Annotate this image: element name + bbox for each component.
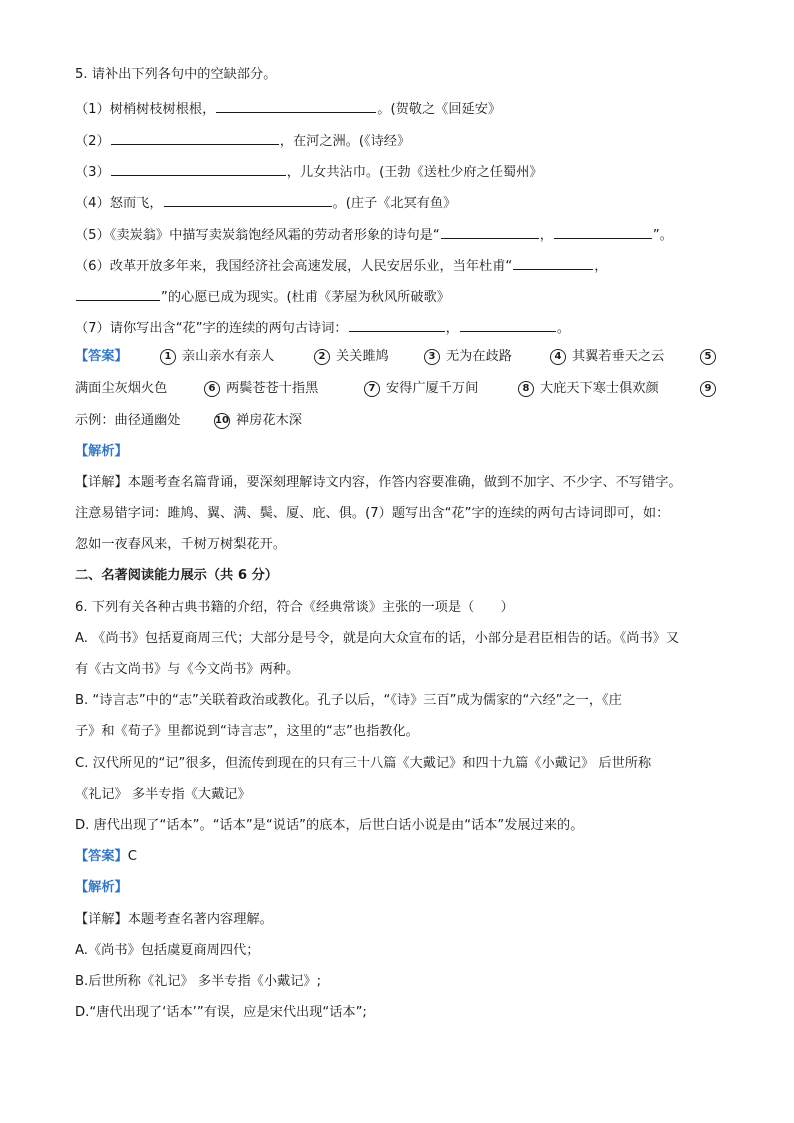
q5-answer-3-text: 无为在歧路 — [446, 349, 512, 364]
q5-detail-line-3: 忽如一夜春风来，千树万树梨花开。 — [75, 537, 286, 552]
q5-item-1-post: 。(贺敬之《回延安》 — [377, 102, 502, 117]
q6-detail-text: 本题考查名著内容理解。 — [127, 912, 273, 927]
q6-analysis-tag: 【解析】 — [75, 880, 128, 895]
q6-option-a-line2: 有《古文尚书》与《今文尚书》两种。 — [75, 662, 300, 677]
circled-number-6: 6 — [204, 381, 220, 397]
circled-number-2: 2 — [314, 349, 330, 365]
answer-blank — [216, 99, 376, 113]
q5-answer-1 — [160, 348, 274, 366]
answer-blank — [164, 193, 332, 207]
q6-answer-value: C — [127, 849, 137, 864]
q6-detail-line-d: D.“唐代出现了‘话本’”有误，应是宋代出现“话本”; — [75, 1005, 367, 1020]
q5-item-5-mid: ， — [539, 228, 553, 243]
q6-detail-tag: 【详解】 — [75, 912, 128, 927]
answer-blank — [460, 318, 556, 332]
circled-number-7: 7 — [364, 381, 380, 397]
q5-item-4-post: 。(庄子《北冥有鱼》 — [332, 196, 457, 211]
q5-analysis-tag: 【解析】 — [75, 444, 128, 459]
q5-answer-3 — [424, 348, 512, 366]
q5-answer-9-text: 示例：曲径通幽处 — [75, 413, 181, 428]
section-heading: 二、名著阅读能力展示（共 6 分） — [75, 568, 278, 583]
q5-detail-line-2: 注意易错字词：雎鸠、翼、满、鬓、厦、庇、俱。(7）题写出含“花”字的连续的两句古诗词即可，如： — [75, 506, 670, 521]
q5-answer-1-text: 亲山亲水有亲人 — [182, 349, 275, 364]
q6-option-c-line2: 《礼记》 多半专指《大戴记》 — [75, 787, 251, 802]
answer-blank — [441, 225, 539, 239]
q5-detail-tag: 【详解】 — [75, 475, 128, 490]
q5-item-6-post: ”的心愿已成为现实。(杜甫《茅屋为秋风所破歌》 — [161, 290, 450, 305]
circled-number-1: 1 — [160, 349, 176, 365]
q5-item-6-mid: ， — [594, 259, 608, 274]
q6-detail-line-a: A.《尚书》包括虞夏商周四代； — [75, 943, 260, 958]
q5-item-2 — [75, 131, 410, 151]
circled-number-8: 8 — [518, 381, 534, 397]
q6-detail-line-b: B.后世所称《礼记》 多半专指《小戴记》; — [75, 974, 322, 989]
circled-number-5: 5 — [700, 349, 716, 365]
q5-detail-line-1 — [75, 474, 682, 492]
answer-blank — [111, 162, 286, 176]
q5-answer-2 — [314, 348, 389, 366]
q5-answer-9-marker — [700, 380, 722, 398]
q5-item-7-pre: （7）请你写出含“花”字的连续的两句古诗词： — [75, 321, 348, 336]
q5-item-5 — [75, 225, 673, 245]
q5-answer-tag: 【答案】 — [75, 349, 128, 364]
q5-item-1 — [75, 99, 501, 119]
q6-option-b-line1: B. “诗言志”中的“志”关联着政治或教化。孔子以后，“《诗》三百”成为儒家的“六经”之一，《庄 — [75, 693, 622, 708]
q5-answer-2-text: 关关雎鸠 — [336, 349, 389, 364]
q5-answer-10-text: 禅房花木深 — [236, 413, 302, 428]
q5-item-4-pre: （4）怒而飞， — [75, 196, 163, 211]
q6-stem: 6. 下列有关各种古典书籍的介绍，符合《经典常谈》主张的一项是（ ） — [75, 600, 514, 615]
q5-answer-5 — [75, 380, 167, 398]
circled-number-3: 3 — [424, 349, 440, 365]
q6-answer — [75, 848, 137, 866]
q5-item-1-pre: （1）树梢树枝树根根， — [75, 102, 216, 117]
q6-option-a-line1: A. 《尚书》包括夏商周三代；大部分是号令，就是向大众宣布的话，小部分是君臣相告的话。《尚书》又 — [75, 631, 680, 646]
q5-item-3-pre: （3） — [75, 165, 110, 180]
q5-item-3-post: ，儿女共沾巾。(王勃《送杜少府之任蜀州》 — [286, 165, 543, 180]
q5-detail-text: 本题考查名篇背诵，要深刻理解诗文内容，作答内容要准确，做到不加字、不少字、不写错字。 — [127, 475, 682, 490]
q6-option-b-line2: 子》和《荀子》里都说到“诗言志”，这里的“志”也指教化。 — [75, 724, 419, 739]
circled-number-4: 4 — [550, 349, 566, 365]
q6-answer-tag: 【答案】 — [75, 849, 128, 864]
q5-item-7-mid: ， — [445, 321, 459, 336]
q6-option-c-line1: C. 汉代所见的“记”很多，但流传到现在的只有三十八篇《大戴记》和四十九篇《小戴记》 后世所称 — [75, 756, 652, 771]
q5-answer-10 — [214, 412, 302, 430]
q5-item-2-post: ，在河之洲。(《诗经》 — [279, 134, 411, 149]
q6-detail — [75, 911, 273, 929]
answer-blank — [111, 131, 279, 145]
answer-blank — [76, 287, 160, 301]
q5-item-6-line1 — [75, 256, 607, 276]
q5-item-6-pre: （6）改革开放多年来，我国经济社会高速发展，人民安居乐业，当年杜甫“ — [75, 259, 513, 274]
answer-blank — [349, 318, 445, 332]
q5-answer-6 — [204, 380, 318, 398]
q5-item-2-pre: （2） — [75, 134, 110, 149]
q5-answer-7-text: 安得广厦千万间 — [386, 381, 479, 396]
q5-answer-7 — [364, 380, 478, 398]
q6-option-d: D. 唐代出现了“话本”。“话本”是“说话”的底本，后世白话小说是由“话本”发展过来的。 — [75, 818, 584, 833]
answer-blank — [554, 225, 652, 239]
q5-item-5-post: ”。 — [652, 228, 673, 243]
q5-answer-6-text: 两鬓苍苍十指黑 — [226, 381, 319, 396]
q5-answer-9 — [75, 412, 181, 430]
q5-item-7-post: 。 — [556, 321, 570, 336]
q5-item-3 — [75, 162, 542, 182]
q5-title: 5. 请补出下列各句中的空缺部分。 — [75, 67, 277, 82]
q5-item-6-line2 — [75, 287, 450, 307]
q5-answer-4-text: 其翼若垂天之云 — [572, 349, 665, 364]
circled-number-9: 9 — [700, 381, 716, 397]
q5-item-7 — [75, 318, 570, 338]
q5-answer-8 — [518, 380, 659, 398]
answer-blank — [513, 256, 593, 270]
q5-answer-4 — [550, 348, 664, 366]
q5-item-4 — [75, 193, 456, 213]
q5-answer-5-marker — [700, 348, 722, 366]
q5-answer-8-text: 大庇天下寒士俱欢颜 — [540, 381, 659, 396]
q5-answer-5-text: 满面尘灰烟火色 — [75, 381, 168, 396]
circled-number-10: 10 — [214, 413, 230, 429]
q5-item-5-pre: （5）《卖炭翁》中描写卖炭翁饱经风霜的劳动者形象的诗句是“ — [75, 228, 440, 243]
